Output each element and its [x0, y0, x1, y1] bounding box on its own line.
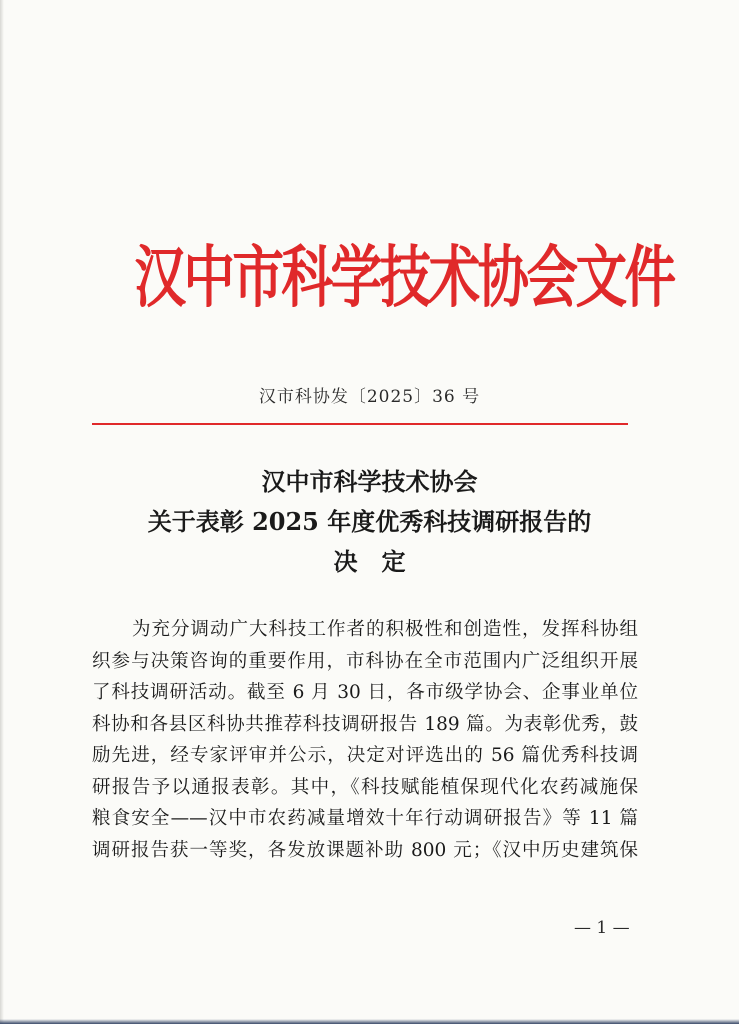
title-line-1: 汉中市科学技术协会: [261, 467, 478, 496]
body-line: 科协和各县区科协共推荐科技调研报告 189 篇。为表彰优秀，鼓: [92, 713, 638, 735]
title-line-3: 决定: [333, 547, 430, 576]
body-line: 粮食安全——汉中市农药减量增效十年行动调研报告》等 11 篇: [92, 808, 638, 829]
masthead-title: 汉中市科学技术协会文件: [134, 238, 674, 318]
body-line: 调研报告获一等奖，各发放课题补助 800 元；《汉中历史建筑保: [92, 839, 638, 861]
body-line: 研报告予以通报表彰。其中，《科技赋能植保现代化农药减施保: [92, 776, 638, 798]
document-title: [0, 462, 739, 582]
body-line: 织参与决策咨询的重要作用，市科协在全市范围内广泛组织开展: [92, 650, 638, 672]
document-number: 汉市科协发〔2025〕36 号: [258, 387, 481, 407]
title-line-2: 关于表彰 2025 年度优秀科技调研报告的: [147, 507, 592, 536]
scan-bottom-edge: [0, 1019, 739, 1024]
body-line: 了科技调研活动。截至 6 月 30 日，各市级学协会、企事业单位: [92, 682, 638, 703]
body-line: 励先进，经专家评审并公示，决定对评选出的 56 篇优秀科技调: [92, 745, 638, 766]
body-paragraph: [92, 614, 638, 866]
red-divider-line: [92, 423, 628, 425]
page-number: — 1 —: [574, 918, 630, 938]
body-line: 为充分调动广大科技工作者的积极性和创造性，发挥科协组: [132, 619, 638, 640]
